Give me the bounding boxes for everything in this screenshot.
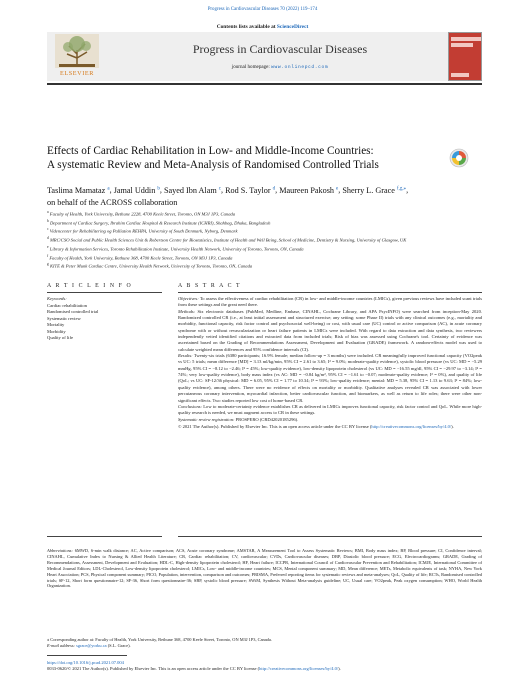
article-title [47, 144, 437, 172]
doi-link[interactable]: https://doi.org/10.1016/j.pcad.2021.07.004 [47, 660, 124, 665]
affiliation: $^a$ Faculty of Health, York University, Bethune 2228, 4700 Keele Street, Toronto, ON M3J 1P3, Canada [47, 210, 236, 217]
abstract-results: Results: Twenty-six trials (6380 participants; 16.9% female; median follow-up = 3 months) were included. CR meaningfully improved functional capacity (VO2peak vs UC: 5 trials; mean difference [MD] = 3.13 ml/kg/min, 95% CI = 2.61 to 3.65; I² = 9.0%; moderate-quality evidence), systolic blood pressure (vs UC: MD = −5.29 mmHg, 95% CI = −8.12 to −2.46; I² = 45%; low-quality evidence), low-density lipoprotein cholesterol (vs UC: MD = −16.55 mg/dl, 95% CI = −29.97 to −3.14; I² = 74%; very low-quality evidence), body mass index (vs AC: MD = −0.84 kg/m², 95% CI = −1.61 to −0.07; moderate-quality evidence; I² = 0%), and quality of life (QoL; vs UC: SF-12/36 physical: MD = 6.05, 95% CI = 1.77 to 10.34; I² = 93%; low-quality evidence; mental: MD = 5.38, 95% CI = 1.13 to 9.63; I² = 84%; low-quality evidence), among others. There were no evidence of effects on mortality or morbidity. Qualitative analyses revealed CR was associated with lower percutaneous coronary intervention, myocardial infarction, better cardiovascular function, and biomarkers, as well as return to life roles; there were other non-significant effects. Two studies reported low cost of home-based CR. [178, 353, 482, 403]
article-info-rule [47, 536, 162, 537]
author[interactable]: Sherry L. Grace $^{f,g,⁎}$ [342, 185, 407, 195]
abstract-registration: Systematic review registration: PROSPERO (CRD42020185296). [178, 416, 299, 422]
authors-suffix: on behalf of the ACROSS collaboration [47, 197, 178, 207]
contents-line [0, 24, 525, 30]
abbreviations: Abbreviations: 6MWD, 6-min walk distance; AC, Active comparison; ACS, Acute coronary syndrome; AMSTAR, A Measurement Tool to Assess Systematic Reviews; BMI, Body mass index; BP, Blood pressure; CI, Confidence interval; CINAHL, Cumulative Index to Nursing & Allied Health Literature; CR, Cardiac rehabilitation; CV, cardiovascular; CVDs, Cardiovascular diseases; DBP, Diastolic blood pressure; ECG, Electrocardiograms; GRADE, Grading of Recommendations, Assessment, Development and Evaluation; HDL-C, High-density lipoprotein cholesterol; HF, Heart failure; ICCPR, International Council of Cardiovascular Prevention and Rehabilitation; ICMJE, International Committee of Medical Journal Editors; LDL-Cholesterol, Low-density lipoprotein cholesterol; LMICs, Low- and middle-income countries; MCS, Mental component summary; MD, Mean difference; METs, Metabolic equivalents of task; NYHA, New York Heart Association; PCS, Physical component summary; PICO, Population, intervention, comparison and outcomes; PRISMA, Preferred reporting items for systematic reviews and meta-analyses; QoL, Quality of life; RCTs, Randomised controlled trials; SF-12, Short form questionnaire-12; SF-36, Short form questionnaire-36; SBP, systolic blood pressure; SWiM, Synthesis Without Meta-analysis guideline; UC, Usual care; VO2peak, Peak oxygen consumption; WHO, World Health Organization. [47, 548, 482, 589]
affiliation: $^f$ Faculty of Health, York University, Bethune 368, 4700 Keele Street, Toronto, ON M3J 1P3, Canada [47, 253, 233, 261]
keywords-list [47, 303, 162, 341]
affiliations [47, 209, 477, 270]
title-line-1: Effects of Cardiac Rehabilitation in Low- and Middle-Income Countries: [47, 145, 374, 157]
homepage-prefix: journal homepage: [231, 64, 272, 70]
title-line-2: A systematic Review and Meta-Analysis of Randomised Controlled Trials [47, 159, 379, 171]
journal-homepage-line [130, 64, 430, 70]
license-link[interactable]: http://creativecommons.org/licenses/by/4.0/ [371, 423, 452, 429]
abstract-rule [178, 292, 482, 293]
keyword: Mortality [47, 322, 65, 328]
crossmark-icon[interactable] [449, 148, 469, 168]
header-divider [47, 83, 482, 85]
article-info-rule [47, 292, 162, 293]
affiliation: $^b$ Department of Cardiac Surgery, Ibrahim Cardiac Hospital & Research Institute (ICHRI), Shahbag, Dhaka, Bangladesh [47, 218, 271, 226]
affiliation: $^d$ MRC/CSO Social and Public Health Sciences Unit & Robertson Centre for Biostatistics, Institute of Health and Well Being, School of Medicine, Dentistry & Nursing, University of Glasgow, UK [47, 236, 407, 243]
affiliation: $^e$ Library & Information Services, Toronto Rehabilitation Institute, University Health Network, University of Toronto, Toronto, ON, Canada [47, 244, 304, 252]
abstract-copyright: © 2021 The Author(s). Published by Elsevier Inc. This is an open access article under the CC BY license (http://creativecommons.org/licenses/by/4.0/). [178, 423, 454, 429]
author-list: Taslima Mamataz $^a$, Jamal Uddin $^b$, Sayed Ibn Alam $^c$, Rod S. Taylor $^d$, Maureen Pakosh $^e$, Sherry L. Grace $^{f,g,⁎}$, on behalf of the ACROSS collaboration [47, 185, 409, 207]
abstract-objectives: Objectives: To assess the effectiveness of cardiac rehabilitation (CR) in low- and middle-income countries (LMICs), given previous reviews have included scant trials from these settings and the great need there. [178, 296, 482, 308]
journal-cover-thumbnail [448, 32, 482, 81]
article-info-heading: A R T I C L E I N F O [47, 283, 133, 289]
journal-title: Progress in Cardiovascular Diseases [192, 42, 368, 56]
abstract-body [178, 296, 482, 430]
author[interactable]: Jamal Uddin $^b$ [113, 185, 160, 195]
affiliation: $^g$ KITE & Peter Munk Cardiac Centre, University Health Network, University of Toronto, Toronto, ON, Canada [47, 262, 253, 269]
author[interactable]: Maureen Pakosh $^e$ [279, 185, 339, 195]
publisher-logo-text: ELSEVIER [59, 70, 94, 77]
sciencedirect-link[interactable]: ScienceDirect [276, 24, 309, 30]
homepage-link[interactable]: www.onlinepcd.com [271, 65, 329, 70]
keyword: Systematic review [47, 315, 81, 321]
abstract-methods: Methods: Six electronic databases (PubMed, Medline, Embase, CINAHL, Cochrane Library, and APA PsycINFO) were searched from inception-May 2020. Randomized controlled CR (i.e., at least initial assessment and structured exercise; any setting; some Phase II) trials with any clinical outcomes (e.g., mortality and morbidity, functional capacity, risk factor control and psychosocial well-being) or cost, with usual care (UC) control or active comparison (AC), in acute coronary syndrome with or without revascularization or heart failure patients in LMICs were included. With regard to data extraction and data synthesis, two reviewers independently vetted identified citations and extracted data from included trials; Risk of bias was assessed using Cochrane's tool. Certainty of evidence was ascertained based on the Grading of Recommendations Assessment, Development and Evaluation (GRADE) framework. A random-effects model was used to calculate weighted mean differences and 95% confidence intervals (CI). [178, 308, 482, 352]
abstract-rule [178, 536, 482, 537]
running-head[interactable]: Progress in Cardiovascular Diseases 70 (2022) 119–174 [207, 7, 318, 12]
contents-prefix: Contents lists available at [216, 24, 277, 30]
doi-block: https://doi.org/10.1016/j.pcad.2021.07.004 0033-0620/© 2021 The Author(s). Published by Elsevier Inc. This is an open access article under the CC BY license (http://creativecommons.org/licenses/by/4.0/). [47, 660, 482, 672]
keywords-label: Keywords: [47, 296, 67, 301]
affiliation: $^c$ Videncenter for Rehabilitering og Palliation REHPA, University of South Denmark, Nyborg, Denmark [47, 227, 238, 234]
email-link[interactable]: sgrace@yorku.ca [76, 642, 107, 648]
keyword: Quality of life [47, 335, 74, 341]
author[interactable]: Rod S. Taylor $^d$ [225, 185, 276, 195]
abstract-heading: A B S T R A C T [178, 283, 242, 289]
footer-license-link[interactable]: http://creativecommons.org/licenses/by/4.0/ [259, 666, 339, 671]
footer-rule [47, 655, 127, 656]
keyword: Randomised controlled trial [47, 309, 99, 315]
keyword: Cardiac rehabilitation [47, 303, 87, 308]
keyword: Morbidity [47, 328, 66, 334]
abstract-conclusions: Conclusions: Low to moderate-certainty evidence establishes CR as delivered in LMICs improves functional capacity, risk factor control and QoL. While more high-quality research is needed, we must augment access to CR in these settings. [178, 403, 482, 416]
author[interactable]: Sayed Ibn Alam $^c$ [163, 185, 221, 195]
corresponding-author: ⁎ Corresponding author at: Faculty of Health, York University, Bethune 368, 4700 Keele Street, Toronto, ON M3J 1P3, Canada. E-mail address: sgrace@yorku.ca (S.L. Grace). [47, 637, 272, 648]
author[interactable]: Taslima Mamataz $^a$ [47, 185, 110, 195]
